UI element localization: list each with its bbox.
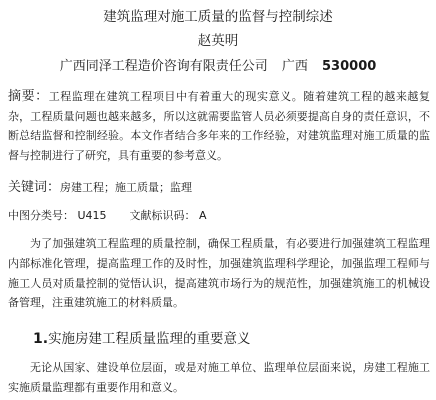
keywords-text: 房建工程；施工质量；监理	[60, 181, 193, 194]
section-paragraph: 无论从国家、建设单位层面，或是对施工单位、监理单位层面来说，房建工程施工实施质量监理都有重要作用和意义。	[8, 361, 430, 394]
section-title: 实施房建工程质量监理的重要意义	[48, 331, 251, 347]
author-name: 赵英明	[197, 33, 239, 49]
abstract-text: 工程监理在建筑工程项目中有着重大的现实意义。随着建筑工程的越来越复杂，工程质量问题也越来越多，所以这就需要监管人员必须要提高自身的责任意识，不断总结监督和控制经验。本文作者结合多年来的工作经验，对建筑监理对施工质量的监督与控制进行了研究，具有重要的参考意义。	[8, 90, 430, 162]
affiliation-postcode: 530000	[322, 59, 377, 74]
paper-title: 建筑监理对施工质量的监督与控制综述	[103, 9, 333, 25]
affiliation-organization: 广西同泽工程造价咨询有限责任公司	[59, 59, 268, 74]
doc-code-label: 文献标识码：	[129, 209, 196, 222]
section-heading	[33, 330, 251, 348]
abstract-label: 摘要：	[8, 89, 49, 104]
intro-paragraph: 为了加强建筑工程监理的质量控制，确保工程质量，有必要进行加强建筑工程监理内部标准化管理，提高监理工作的及时性，加强建筑监理科学理论，加强监理工程师与施工人员对质量控制的觉悟认识，提高建筑市场行为的规范性，加强建筑施工的机械设备管理，注重建筑施工的材料质量。	[8, 237, 430, 310]
keywords-label: 关键词：	[8, 180, 61, 195]
section-number: 1.	[33, 331, 49, 347]
author-affiliation	[0, 58, 436, 76]
affiliation-city: 广西	[281, 59, 308, 74]
doc-code-value: A	[199, 209, 207, 222]
abstract	[8, 87, 430, 165]
keywords	[8, 179, 430, 197]
clc-label: 中图分类号：	[8, 209, 74, 222]
classification-line	[8, 207, 430, 225]
clc-value: U415	[77, 209, 107, 222]
